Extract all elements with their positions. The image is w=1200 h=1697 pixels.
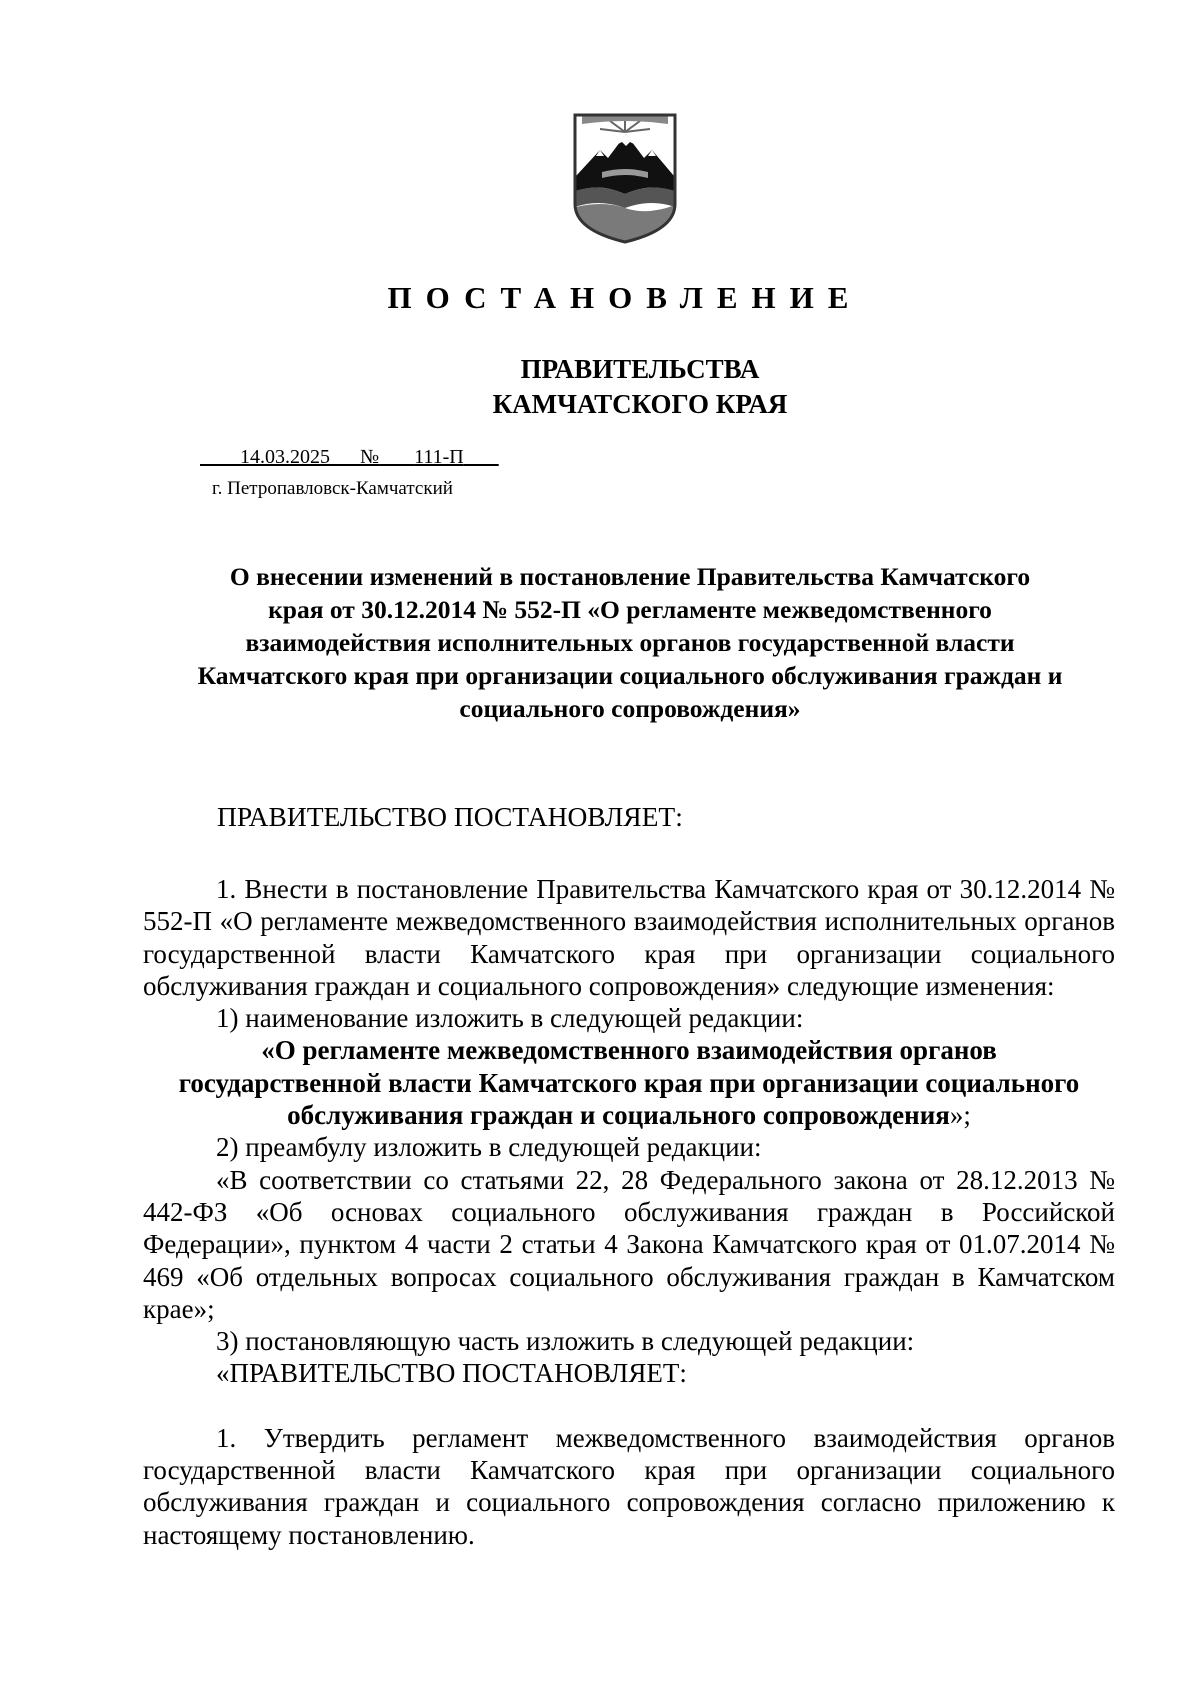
- authority-line-1: ПРАВИТЕЛЬСТВА: [520, 354, 760, 384]
- preamble-quote: «В соответствии со статьями 22, 28 Федерального закона от 28.12.2013 № 442-ФЗ «Об основах социального обслуживания граждан в Российской Федерации», пунктом 4 части 2 статьи 4 Закона Камчатского края от 01.07.2014 № 469 «Об отдельных вопросах социального обслуживания граждан в Камчатском крае»;: [143, 1164, 1115, 1324]
- document-type-heading: ПОСТАНОВЛЕНИЕ: [387, 280, 863, 315]
- subject-line: социального сопровождения»: [459, 694, 801, 723]
- spacer: [143, 1390, 1115, 1422]
- new-title-quote: [143, 1034, 1115, 1131]
- city-of-issue: г. Петропавловск-Камчатский: [212, 478, 453, 499]
- quote-open: «: [261, 1035, 275, 1066]
- decree-heading: ПРАВИТЕЛЬСТВО ПОСТАНОВЛЯЕТ:: [217, 801, 683, 832]
- document-number: 111-П: [414, 446, 464, 468]
- paragraph-1: 1. Внести в постановление Правительства Камчатского края от 30.12.2014 № 552-П «О регламенте межведомственного взаимодействия исполнительных органов государственной власти Камчатского края при организации социального обслуживания граждан и социального сопровождения» следующие изменения:: [143, 874, 1115, 1001]
- quoted-clause-1: 1. Утвердить регламент межведомственного взаимодействия органов государственной власти Камчатского края при организации социального обслуживания граждан и социального сопровождения согласно приложению к настоящему постановлению.: [143, 1422, 1115, 1550]
- paragraph-item-2: 2) преамбулу изложить в следующей редакции:: [216, 1132, 762, 1163]
- document-date: 14.03.2025: [240, 446, 330, 468]
- authority-line-2: КАМЧАТСКОГО КРАЯ: [492, 389, 788, 419]
- document-subject: [140, 560, 1120, 725]
- subject-line: О внесении изменений в постановление Правительства Камчатского: [229, 562, 1031, 591]
- number-sign: №: [360, 446, 380, 468]
- subject-line: края от 30.12.2014 № 552-П «О регламенте межведомственного: [268, 595, 992, 624]
- subject-line: взаимодействия исполнительных органов государственной власти: [245, 628, 1015, 657]
- issuing-authority: [340, 352, 940, 422]
- new-title-line: государственной власти Камчатского края при организации социального: [178, 1067, 1080, 1098]
- kamchatka-coat-of-arms-icon: [572, 112, 678, 245]
- paragraph-item-3: 3) постановляющую часть изложить в следующей редакции:: [216, 1326, 915, 1357]
- new-title-line: обслуживания граждан и социального сопровождения: [287, 1100, 950, 1131]
- quote-close: »;: [949, 1100, 971, 1131]
- paragraph-item-1: 1) наименование изложить в следующей редакции:: [216, 1003, 804, 1034]
- subject-line: Камчатского края при организации социального обслуживания граждан и: [197, 661, 1063, 690]
- document-body: [143, 873, 1115, 1551]
- new-title-line: О регламенте межведомственного взаимодействия органов: [274, 1035, 997, 1066]
- quoted-decree-heading: «ПРАВИТЕЛЬСТВО ПОСТАНОВЛЯЕТ:: [216, 1358, 687, 1389]
- registration-line: [200, 446, 499, 469]
